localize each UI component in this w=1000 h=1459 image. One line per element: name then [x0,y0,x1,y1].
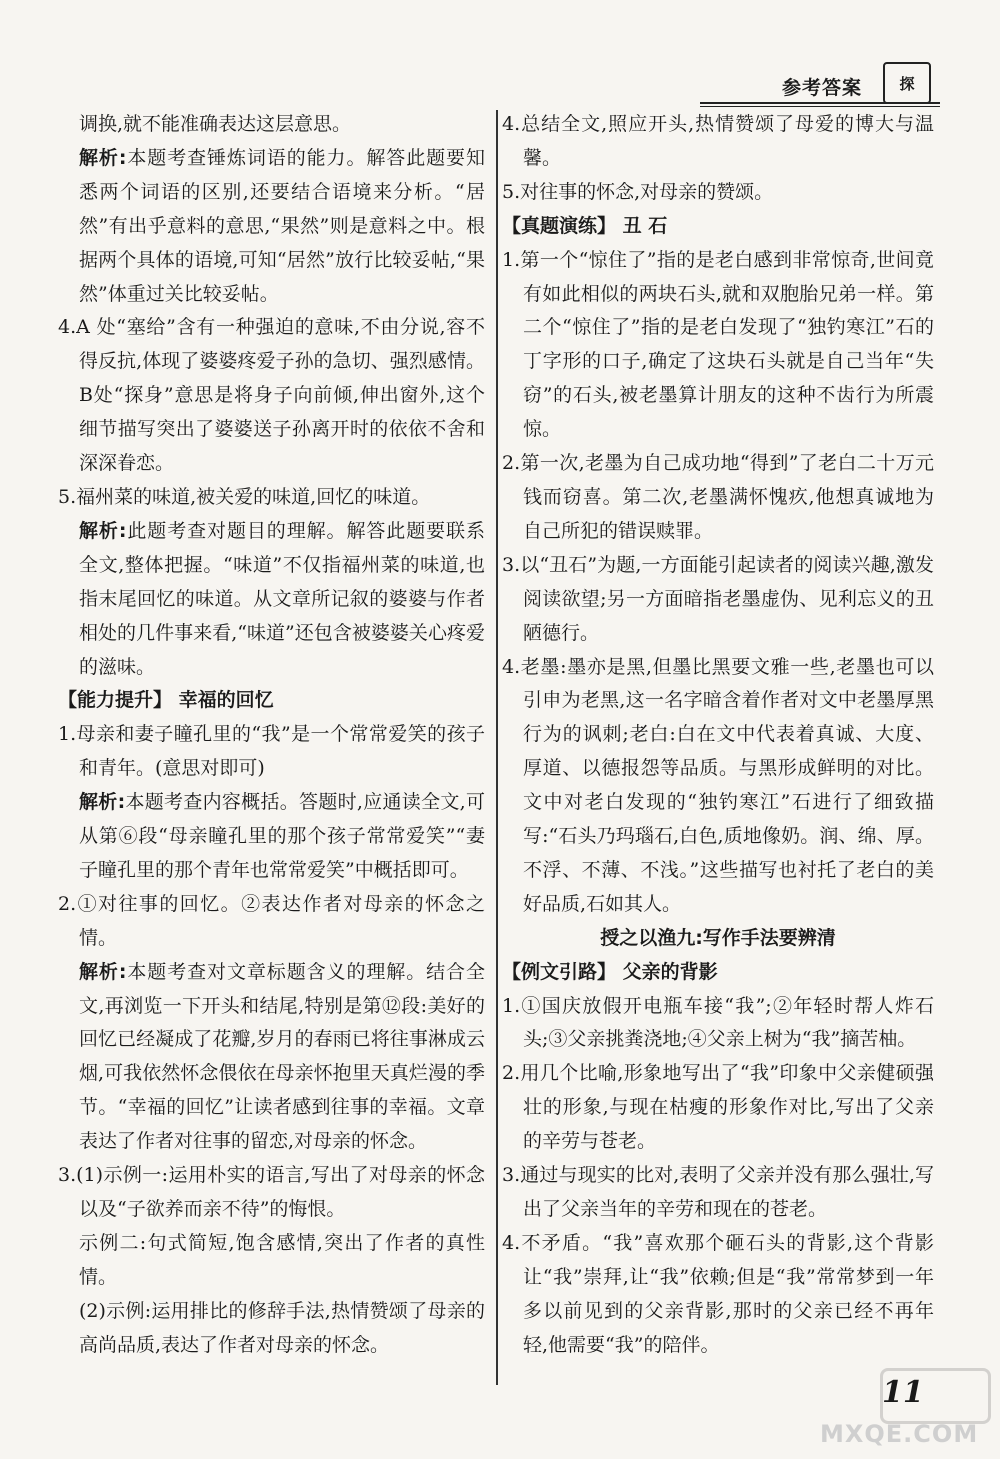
publisher-logo: 探 [883,62,931,104]
answer-item: 1.第一个“惊住了”指的是老白感到非常惊奇,世间竟有如此相似的两块石头,就和双胞胎兄弟一样。第二个“惊住了”指的是老白发现了“独钓寒江”石的丁字形的口子,确定了这块石头就是自己当年“失窃”的石头,被老墨算计朋友的这种不齿行为所震惊。 [502,248,934,441]
header-rule [700,102,940,104]
analysis-paragraph [58,956,485,1159]
answer-item: 2.用几个比喻,形象地写出了“我”印象中父亲健硕强壮的形象,与现在枯瘦的形象作对比,写出了父亲的辛劳与苍老。 [502,1062,934,1153]
answer-item: 2.第一次,老墨为自己成功地“得到”了老白二十万元钱而窃喜。第二次,老墨满怀愧疚,他想真诚地为自己所犯的错误赎罪。 [502,452,934,542]
analysis-label: 解析: [79,791,126,814]
analysis-label: 解析: [79,960,127,983]
answer-continued: 调换,就不能准确表达这层意思。 [79,113,352,135]
chapter-heading: 授之以渔九:写作手法要辨清 [600,926,836,949]
left-column [58,108,485,1363]
page-number: 11 [882,1375,924,1410]
answer-item: 1.①国庆放假开电瓶车接“我”;②年轻时帮人炸石头;③父亲挑粪浇地;④父亲上树为“我”摘苦柚。 [502,994,934,1051]
answer-example: 示例二:句式简短,饱含感情,突出了作者的真性情。 [79,1231,485,1288]
answer-item: 4.不矛盾。“我”喜欢那个砸石头的背影,这个背影让“我”崇拜,让“我”依赖;但是“我”常常梦到一年多以前见到的父亲背影,那时的父亲已经不再年轻,他需要“我”的陪伴。 [502,1231,934,1356]
analysis-text: 此题考查对题目的理解。解答此题要联系全文,整体把握。“味道”不仅指福州菜的味道,也指末尾回忆的味道。从文章所记叙的婆婆与作者相处的几件事来看,“味道”还包含被婆婆关心疼爱的滋味。 [79,519,485,678]
answer-item: 4.A 处“塞给”含有一种强迫的意味,不由分说,容不得反抗,体现了婆婆疼爱子孙的急切、强烈感情。B处“探身”意思是将身子向前倾,伸出窗外,这个细节描写突出了婆婆送子孙离开时的依依不舍和深深眷恋。 [58,316,485,475]
answer-example: (2)示例:运用排比的修辞手法,热情赞颂了母亲的高尚品质,表达了作者对母亲的怀念。 [79,1299,485,1356]
analysis-paragraph [58,786,485,888]
analysis-text: 本题考查内容概括。答题时,应通读全文,可从第⑥段“母亲瞳孔里的那个孩子常常爱笑”“妻子瞳孔里的那个青年也常常爱笑”中概括即可。 [79,791,485,881]
section-heading: 【真题演练】 丑 石 [502,214,668,237]
answer-item: 5.福州菜的味道,被关爱的味道,回忆的味道。 [58,485,431,508]
header-rule-thin [700,106,940,107]
analysis-label: 解析: [79,146,127,169]
answer-item: 5.对往事的怀念,对母亲的赞颂。 [502,180,774,203]
answer-item: 1.母亲和妻子瞳孔里的“我”是一个常常爱笑的孩子和青年。(意思对即可) [58,723,485,780]
answer-item: 4.老墨:墨亦是黑,但墨比黑要文雅一些,老墨也可以引申为老黑,这一名字暗含着作者对文中老墨厚黑行为的讽刺;老白:白在文中代表着真诚、大度、厚道、以德报怨等品质。与黑形成鲜明的对比。文中对老白发现的“独钓寒江”石进行了细致描写:“石头乃玛瑙石,白色,质地像奶。润、绵、厚。不浮、不薄、不浅。”这些描写也衬托了老白的美好品质,石如其人。 [502,655,934,915]
answer-item: 3.通过与现实的比对,表明了父亲并没有那么强壮,写出了父亲当年的辛劳和现在的苍老。 [502,1164,934,1220]
analysis-label: 解析: [79,519,127,542]
answer-item: 3.(1)示例一:运用朴实的语言,写出了对母亲的怀念以及“子欲养而亲不待”的悔恨。 [58,1164,485,1220]
analysis-paragraph [58,142,485,312]
header-title: 参考答案 [782,77,863,99]
analysis-paragraph [58,515,485,685]
column-divider [496,110,498,1385]
watermark-url: MXQE.COM [820,1420,979,1448]
answer-item: 3.以“丑石”为题,一方面能引起读者的阅读兴趣,激发阅读欲望;另一方面暗指老墨虚伪、见利忘义的丑陋德行。 [502,553,934,644]
section-heading: 【例文引路】 父亲的背影 [502,960,718,983]
answer-item: 4.总结全文,照应开头,热情赞颂了母爱的博大与温馨。 [502,113,934,169]
analysis-text: 本题考查对文章标题含义的理解。结合全文,再浏览一下开头和结尾,特别是第⑫段:美好的回忆已经凝成了花瓣,岁月的春雨已将往事淋成云烟,可我依然怀念偎依在母亲怀抱里天真烂漫的季节。“幸福的回忆”让读者感到往事的幸福。文章表达了作者对往事的留恋,对母亲的怀念。 [79,960,485,1153]
page-header [700,60,940,110]
analysis-text: 本题考查锤炼词语的能力。解答此题要知悉两个词语的区别,还要结合语境来分析。“居然”有出乎意料的意思,“果然”则是意料之中。根据两个具体的语境,可知“居然”放行比较妥帖,“果然”体重过关比较妥帖。 [79,146,485,305]
section-heading: 【能力提升】 幸福的回忆 [58,689,274,712]
answer-item: 2.①对往事的回忆。②表达作者对母亲的怀念之情。 [58,892,485,949]
right-column [502,108,934,1363]
